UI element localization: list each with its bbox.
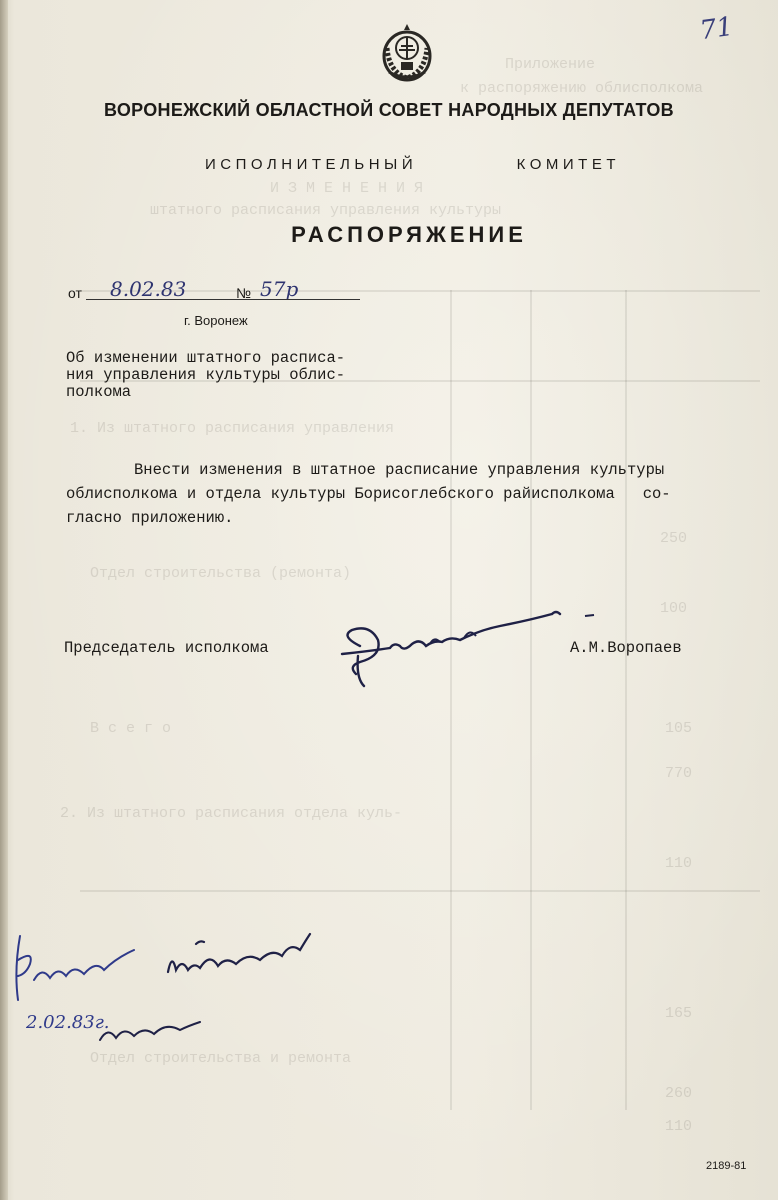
document-type-title: РАСПОРЯЖЕНИЕ: [291, 222, 527, 247]
form-code: 2189-81: [706, 1160, 747, 1172]
number-label: №: [236, 285, 252, 301]
state-emblem-icon: [379, 22, 435, 84]
order-body: [66, 458, 726, 530]
signatory-name: А.М.Воропаев: [570, 639, 682, 657]
committee-word: ИСПОЛНИТЕЛЬНЫЙ: [205, 156, 418, 173]
date-label: от: [68, 285, 82, 301]
committee-word: КОМИТЕТ: [516, 156, 620, 173]
date-number-row: [68, 277, 360, 309]
subject-line: полкома: [66, 383, 132, 401]
body-line: гласно приложению.: [66, 509, 234, 527]
date-underline: [86, 299, 360, 300]
committee-heading: [205, 156, 620, 173]
body-line: облисполкома и отдела культуры Борисоглебского райисполкома со-: [66, 485, 671, 503]
subject-block: [66, 350, 406, 401]
signatory-title: Председатель исполкома: [64, 639, 269, 657]
document-page: Приложение к распоряжению облисполкома И З М Е Н Е Н И Я штатного расписания управления культуры 1. Из штатного расписания управления Отдел строительства (ремонта) В с е г о 250 100 105 770 2. Из штатного расписания отдела куль- 110 165 Отдел строительства и ремонта 260 110 71 ВОРОНЕЖСКИЙ ОБЛАСТНОЙ СОВЕТ НАРОДНЫХ ДЕПУТАТОВ ИСПОЛНИТЕЛЬНЫЙ КОМИТЕТ РАСПОРЯЖЕНИЕ от 8.02.83 № 57р г. Воронеж Об изменении штатного расписа- ния управления культуры облис- полкома Внести изменения в штатное расписание управления культуры облисполкома и отдела культуры Борисоглебского райисполкома со- гласно приложению. Председатель исполкома А.М.Воропаев 2.02.83г. 2189-81: [0, 0, 778, 1200]
note-date: 2.02.83г.: [26, 1012, 110, 1033]
city-label: г. Воронеж: [184, 313, 248, 328]
subject-line: ния управления культуры облис-: [66, 366, 346, 384]
number-value: 57р: [260, 277, 299, 301]
body-line: Внести изменения в штатное расписание управления культуры: [134, 461, 665, 479]
subject-line: Об изменении штатного расписа-: [66, 349, 346, 367]
date-value: 8.02.83: [110, 277, 187, 301]
chairman-signature-icon: [330, 596, 600, 696]
handwritten-margin-note: [4, 930, 204, 1070]
council-heading: ВОРОНЕЖСКИЙ ОБЛАСТНОЙ СОВЕТ НАРОДНЫХ ДЕПУТАТОВ: [104, 100, 674, 120]
archive-page-number: 71: [698, 11, 736, 47]
